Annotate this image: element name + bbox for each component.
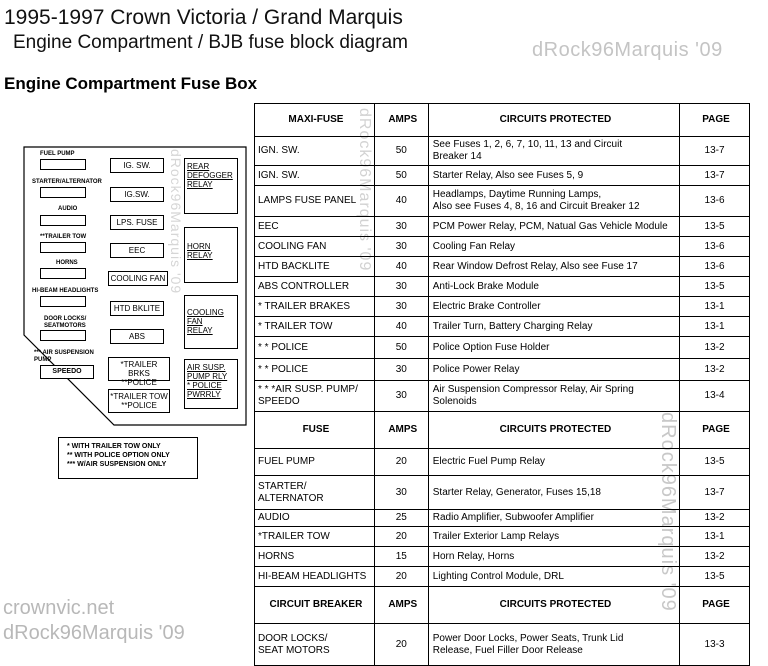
- fuse-slot-starter-alternator: [40, 187, 86, 198]
- cell-amps: 15: [374, 547, 428, 567]
- table-row: [255, 359, 750, 381]
- table-row: [255, 527, 750, 547]
- fuse-slot-door-locks: [40, 330, 86, 341]
- fuse-speedo: SPEEDO: [40, 365, 94, 379]
- title-line-1: 1995-1997 Crown Victoria / Grand Marquis: [4, 6, 403, 29]
- watermark-top: dRock96Marquis '09: [532, 39, 723, 61]
- fuse-slot-horns: [40, 268, 86, 279]
- fuse-slot-hi-beam: [40, 296, 86, 307]
- cell-circuits: Cooling Fan Relay: [428, 237, 679, 257]
- cell-circuits: Trailer Turn, Battery Charging Relay: [428, 317, 679, 337]
- cell-circuits: Starter Relay, Generator, Fuses 15,18: [428, 476, 679, 510]
- watermark-bottom-1: crownvic.net: [3, 597, 115, 619]
- cell-name: DOOR LOCKS/ SEAT MOTORS: [255, 624, 375, 666]
- table-row: [255, 137, 750, 166]
- cell-circuits: Headlamps, Daytime Running Lamps, Also see Fuses 4, 8, 16 and Circuit Breaker 12: [428, 186, 679, 217]
- cell-name: EEC: [255, 217, 375, 237]
- table-row: [255, 510, 750, 527]
- cell-amps: 30: [374, 237, 428, 257]
- cell-page: 13-7: [680, 476, 750, 510]
- relay-cooling-fan: [184, 295, 238, 349]
- cell-circuits: Air Suspension Compressor Relay, Air Spring Solenoids: [428, 381, 679, 412]
- table-header-cell: AMPS: [374, 412, 428, 449]
- section-heading: Engine Compartment Fuse Box: [4, 74, 258, 93]
- legend-item: ** WITH POLICE OPTION ONLY: [67, 452, 170, 459]
- cell-amps: 20: [374, 567, 428, 587]
- cell-circuits: Anti-Lock Brake Module: [428, 277, 679, 297]
- cell-circuits: PCM Power Relay, PCM, Natual Gas Vehicle Module: [428, 217, 679, 237]
- cell-amps: 30: [374, 359, 428, 381]
- relay-rear-defogger: [184, 158, 238, 214]
- cell-amps: 40: [374, 257, 428, 277]
- relay-air-susp-label: AIR SUSP. PUMP RLY * POLICE PWRRLY: [187, 363, 228, 399]
- cell-page: 13-5: [680, 567, 750, 587]
- fuse-trailer-brks-police: *TRAILER BRKS **POLICE: [108, 357, 170, 381]
- table-header-cell: CIRCUITS PROTECTED: [428, 587, 679, 624]
- cell-page: 13-5: [680, 277, 750, 297]
- table-header-cell: MAXI-FUSE: [255, 104, 375, 137]
- cell-name: STARTER/ ALTERNATOR: [255, 476, 375, 510]
- table-header-cell: FUSE: [255, 412, 375, 449]
- cell-circuits: Electric Brake Controller: [428, 297, 679, 317]
- cell-circuits: Electric Fuel Pump Relay: [428, 449, 679, 476]
- label-air-suspension: *** AIR SUSPENSION PUMP: [34, 350, 94, 363]
- cell-circuits: Police Option Fuse Holder: [428, 337, 679, 359]
- label-horns: HORNS: [56, 260, 78, 266]
- table-row: [255, 217, 750, 237]
- cell-page: 13-7: [680, 137, 750, 166]
- cell-page: 13-6: [680, 186, 750, 217]
- cell-name: AUDIO: [255, 510, 375, 527]
- legend-item: *** W/AIR SUSPENSION ONLY: [67, 461, 167, 468]
- table-row: [255, 317, 750, 337]
- table-row: [255, 237, 750, 257]
- cell-amps: 30: [374, 217, 428, 237]
- table-row: [255, 186, 750, 217]
- cell-page: 13-1: [680, 317, 750, 337]
- cell-page: 13-2: [680, 359, 750, 381]
- cell-amps: 50: [374, 337, 428, 359]
- cell-amps: 20: [374, 527, 428, 547]
- cell-name: HORNS: [255, 547, 375, 567]
- table-header-cell: CIRCUITS PROTECTED: [428, 104, 679, 137]
- relay-horn: [184, 227, 238, 283]
- cell-page: 13-6: [680, 257, 750, 277]
- relay-rear-defogger-label: REAR DEFOGGER RELAY: [187, 162, 233, 189]
- cell-page: 13-1: [680, 527, 750, 547]
- cell-page: 13-3: [680, 624, 750, 666]
- relay-air-susp: [184, 359, 238, 409]
- label-starter-alternator: STARTER/ALTERNATOR: [32, 179, 102, 185]
- fuse-slot-fuel-pump: [40, 159, 86, 170]
- legend-box: [58, 437, 198, 479]
- cell-circuits: Starter Relay, Also see Fuses 5, 9: [428, 166, 679, 186]
- cell-page: 13-2: [680, 547, 750, 567]
- cell-amps: 30: [374, 297, 428, 317]
- table-row: [255, 624, 750, 666]
- label-trailer-tow: **TRAILER TOW: [40, 234, 87, 240]
- table-header-cell: AMPS: [374, 104, 428, 137]
- table-row: [255, 166, 750, 186]
- cell-amps: 40: [374, 186, 428, 217]
- table-row: [255, 257, 750, 277]
- cell-amps: 20: [374, 449, 428, 476]
- table-header-cell: CIRCUITS PROTECTED: [428, 412, 679, 449]
- fuse-ign-sw-1: IG. SW.: [110, 158, 164, 173]
- table-row: [255, 277, 750, 297]
- table-row: [255, 297, 750, 317]
- fuse-trailer-tow-police: *TRAILER TOW **POLICE: [108, 389, 170, 413]
- table-row: [255, 381, 750, 412]
- table-header-row: [255, 412, 750, 449]
- table-header-row: [255, 104, 750, 137]
- cell-page: 13-2: [680, 510, 750, 527]
- cell-circuits: See Fuses 1, 2, 6, 7, 10, 11, 13 and Circuit Breaker 14: [428, 137, 679, 166]
- cell-circuits: Lighting Control Module, DRL: [428, 567, 679, 587]
- cell-name: * TRAILER BRAKES: [255, 297, 375, 317]
- fuse-htd-bklite: HTD BKLITE: [110, 301, 164, 316]
- cell-page: 13-6: [680, 237, 750, 257]
- relay-horn-label: HORN RELAY: [187, 242, 213, 260]
- cell-name: * * POLICE: [255, 359, 375, 381]
- cell-name: IGN. SW.: [255, 137, 375, 166]
- legend-item: * WITH TRAILER TOW ONLY: [67, 443, 161, 450]
- watermark-bottom-2: dRock96Marquis '09: [3, 622, 185, 644]
- fuse-ign-sw-2: IG.SW.: [110, 187, 164, 202]
- table-header-cell: PAGE: [680, 412, 750, 449]
- cell-name: * TRAILER TOW: [255, 317, 375, 337]
- cell-amps: 40: [374, 317, 428, 337]
- cell-name: * * POLICE: [255, 337, 375, 359]
- fuse-slot-trailer-tow: [40, 242, 86, 253]
- table-header-cell: CIRCUIT BREAKER: [255, 587, 375, 624]
- fuse-cooling-fan: COOLING FAN: [108, 271, 168, 286]
- label-hi-beam-headlights: HI-BEAM HEADLIGHTS: [32, 288, 99, 294]
- cell-name: FUEL PUMP: [255, 449, 375, 476]
- cell-name: HI-BEAM HEADLIGHTS: [255, 567, 375, 587]
- cell-page: 13-5: [680, 217, 750, 237]
- table-row: [255, 337, 750, 359]
- fuse-table: [254, 103, 750, 666]
- cell-name: IGN. SW.: [255, 166, 375, 186]
- title-line-2: Engine Compartment / BJB fuse block diagram: [13, 32, 408, 53]
- watermark-vertical-diagram: dRock96Marquis '09: [168, 149, 184, 295]
- fuse-lps: LPS. FUSE: [110, 215, 164, 230]
- fuse-abs: ABS: [110, 329, 164, 344]
- fuse-box-diagram: [22, 145, 248, 427]
- fuse-eec: EEC: [110, 243, 164, 258]
- cell-circuits: Rear Window Defrost Relay, Also see Fuse 17: [428, 257, 679, 277]
- cell-amps: 50: [374, 166, 428, 186]
- table-header-cell: PAGE: [680, 587, 750, 624]
- table-row: [255, 567, 750, 587]
- cell-amps: 30: [374, 476, 428, 510]
- cell-page: 13-1: [680, 297, 750, 317]
- table-row: [255, 547, 750, 567]
- table-header-cell: PAGE: [680, 104, 750, 137]
- cell-name: LAMPS FUSE PANEL: [255, 186, 375, 217]
- relay-cooling-fan-label: COOLING FAN RELAY: [187, 308, 224, 335]
- watermark-vertical-table: dRock96Marquis '09: [356, 108, 373, 272]
- table-header-cell: AMPS: [374, 587, 428, 624]
- cell-name: * * *AIR SUSP. PUMP/ SPEEDO: [255, 381, 375, 412]
- label-door-locks: DOOR LOCKS/ SEATMOTORS: [44, 316, 87, 329]
- cell-circuits: Horn Relay, Horns: [428, 547, 679, 567]
- cell-name: *TRAILER TOW: [255, 527, 375, 547]
- label-audio: AUDIO: [58, 206, 78, 212]
- cell-page: 13-7: [680, 166, 750, 186]
- cell-circuits: Radio Amplifier, Subwoofer Amplifier: [428, 510, 679, 527]
- table-row: [255, 449, 750, 476]
- cell-circuits: Police Power Relay: [428, 359, 679, 381]
- cell-page: 13-5: [680, 449, 750, 476]
- cell-circuits: Trailer Exterior Lamp Relays: [428, 527, 679, 547]
- cell-amps: 20: [374, 624, 428, 666]
- cell-name: ABS CONTROLLER: [255, 277, 375, 297]
- cell-name: HTD BACKLITE: [255, 257, 375, 277]
- fuse-slot-audio: [40, 215, 86, 226]
- watermark-vertical-right: dRock96Marquis '09: [657, 412, 679, 612]
- cell-name: COOLING FAN: [255, 237, 375, 257]
- cell-circuits: Power Door Locks, Power Seats, Trunk Lid Release, Fuel Filler Door Release: [428, 624, 679, 666]
- table-header-row: [255, 587, 750, 624]
- label-fuel-pump: FUEL PUMP: [40, 151, 75, 157]
- cell-page: 13-2: [680, 337, 750, 359]
- cell-amps: 50: [374, 137, 428, 166]
- cell-page: 13-4: [680, 381, 750, 412]
- cell-amps: 30: [374, 381, 428, 412]
- cell-amps: 30: [374, 277, 428, 297]
- cell-amps: 25: [374, 510, 428, 527]
- table-row: [255, 476, 750, 510]
